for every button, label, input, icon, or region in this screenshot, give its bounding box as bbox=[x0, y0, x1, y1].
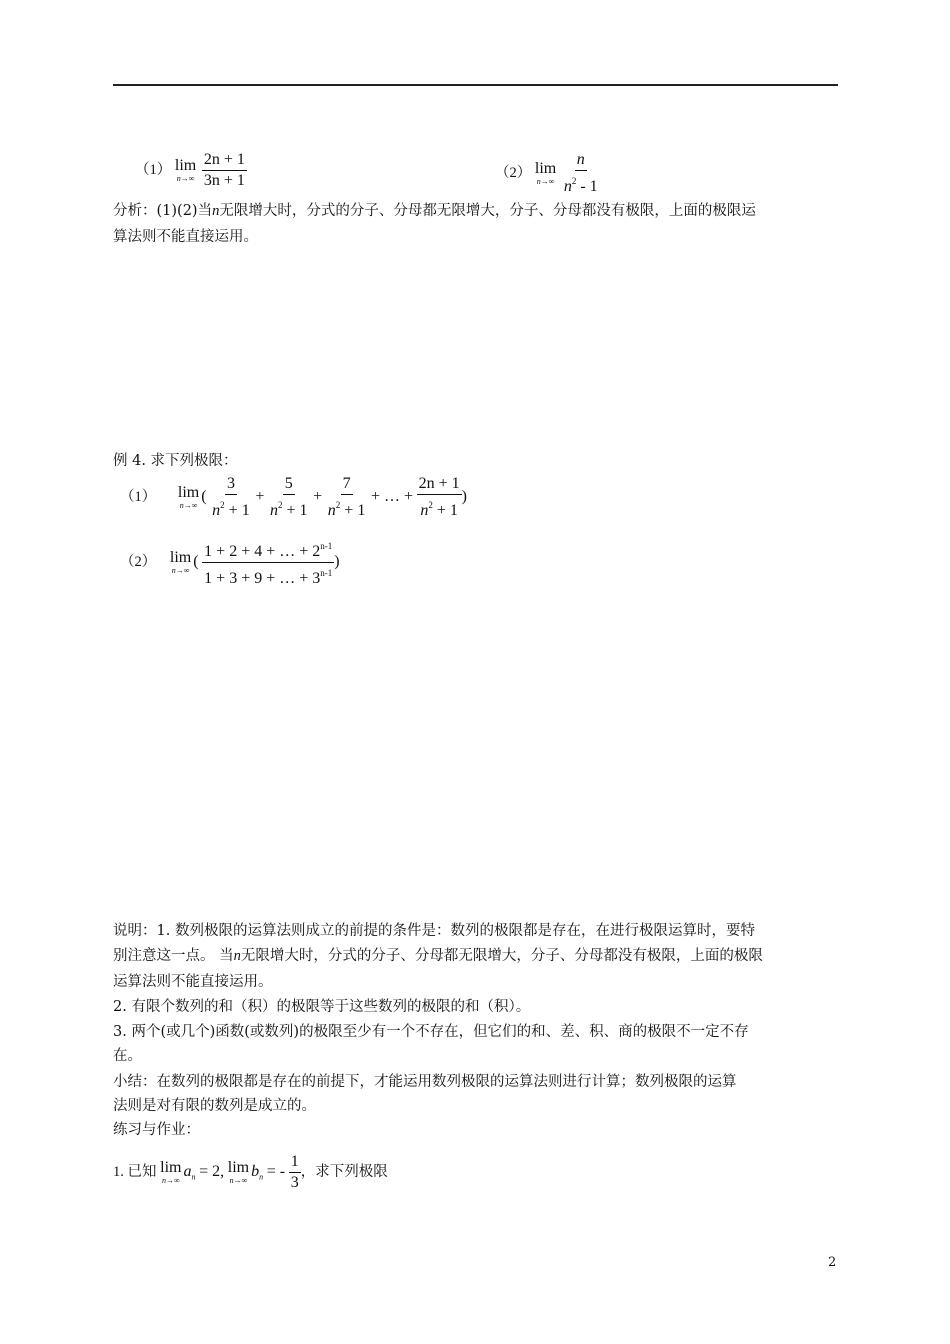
fraction-term-2: $\frac{5}{n^2 + 1}$ bbox=[269, 475, 308, 519]
fraction: $\frac{1}{3}$ bbox=[290, 1153, 299, 1191]
lim-operator: lim n→∞ bbox=[169, 549, 192, 575]
problem-label: （1） bbox=[120, 488, 157, 505]
homework-heading: 练习与作业： bbox=[113, 1122, 200, 1138]
fraction-term-3: $\frac{7}{n^2 + 1}$ bbox=[327, 475, 366, 519]
lim-operator: lim n→∞ bbox=[160, 1159, 182, 1185]
page-number: 2 bbox=[828, 1255, 837, 1270]
ellipsis: + … + bbox=[370, 487, 413, 505]
problem-label: （1） bbox=[135, 161, 172, 178]
note-line-2: 别注意这一点。 当n无限增大时，分式的分子、分母都无限增大，分子、分母都没有极限，上面的极限 bbox=[113, 948, 763, 964]
example4-title: 例 4. 求下列极限： bbox=[113, 453, 238, 469]
fraction-term-last: $\frac{2n + 1}{n^2 + 1}$ bbox=[418, 475, 460, 519]
fraction: $\frac{1 + 2 + 4 + \dots + 2^{n-1}}{1 + 3 + 9 + \dots + 3^{n-1}}$ bbox=[202, 536, 334, 589]
problem-label: （2） bbox=[120, 553, 157, 570]
example4-problem-1: （1） lim n→∞ ( $\frac{3}{n^2 + 1}$ + $\frac{5}{n^2 + 1}$ + $\frac{7}{n^2 + 1}$ + … + $\frac{2n + 1}{n^2 + 1}$ ) bbox=[120, 475, 467, 519]
summary-line-1: 小结：在数列的极限都是存在的前提下，才能运用数列极限的运算法则进行计算；数列极限的运算 bbox=[113, 1074, 737, 1090]
example4-problem-2: （2） lim n→∞ ( $\frac{1 + 2 + 4 + \dots + 2^{n-1}}{1 + 3 + 9 + \dots + 3^{n-1}}$ ) bbox=[120, 536, 340, 589]
lim-operator: lim n→∞ bbox=[534, 160, 557, 186]
lim-operator: lim n→∞ bbox=[227, 1159, 250, 1185]
problem-label: （2） bbox=[495, 164, 532, 181]
note-line-6: 在。 bbox=[113, 1048, 142, 1064]
fraction: $\frac{n}{n^2 - 1}$ bbox=[563, 151, 598, 195]
note-line-3: 运算法则不能直接运用。 bbox=[113, 974, 273, 990]
summary-line-2: 法则是对有限的数列是成立的。 bbox=[113, 1098, 316, 1114]
note-line-5: 3. 两个(或几个)函数(或数列)的极限至少有一个不存在，但它们的和、差、积、商的极限不一定不存 bbox=[113, 1024, 749, 1040]
limit-problem-1 bbox=[135, 150, 247, 191]
fraction-term-1: $\frac{3}{n^2 + 1}$ bbox=[212, 475, 250, 519]
note-line-1: 说明：1. 数列极限的运算法则成立的前提的条件是：数列的极限都是存在，在进行极限运算时，要特 bbox=[113, 923, 755, 939]
limit-problem-2 bbox=[495, 150, 600, 197]
lim-operator: lim n→∞ bbox=[174, 157, 197, 183]
note-line-4: 2. 有限个数列的和（积）的极限等于这些数列的极限的和（积）。 bbox=[113, 999, 531, 1015]
exercise-1: 1. 已知 lim n→∞ $a_n = 2$, lim n→∞ $b_n$ = - $\frac{1}{3}$ ，求下列极限 bbox=[113, 1153, 388, 1191]
analysis-line-2: 算法则不能直接运用。 bbox=[113, 229, 258, 245]
header-rule bbox=[113, 84, 838, 86]
fraction: $\frac{2n + 1}{3n + 1}$ bbox=[203, 151, 245, 189]
analysis-line-1: 分析：(1)(2)当n无限增大时，分式的分子、分母都无限增大，分子、分母都没有极限，上面的极限运 bbox=[113, 203, 756, 219]
lim-operator: lim n→∞ bbox=[177, 484, 200, 510]
